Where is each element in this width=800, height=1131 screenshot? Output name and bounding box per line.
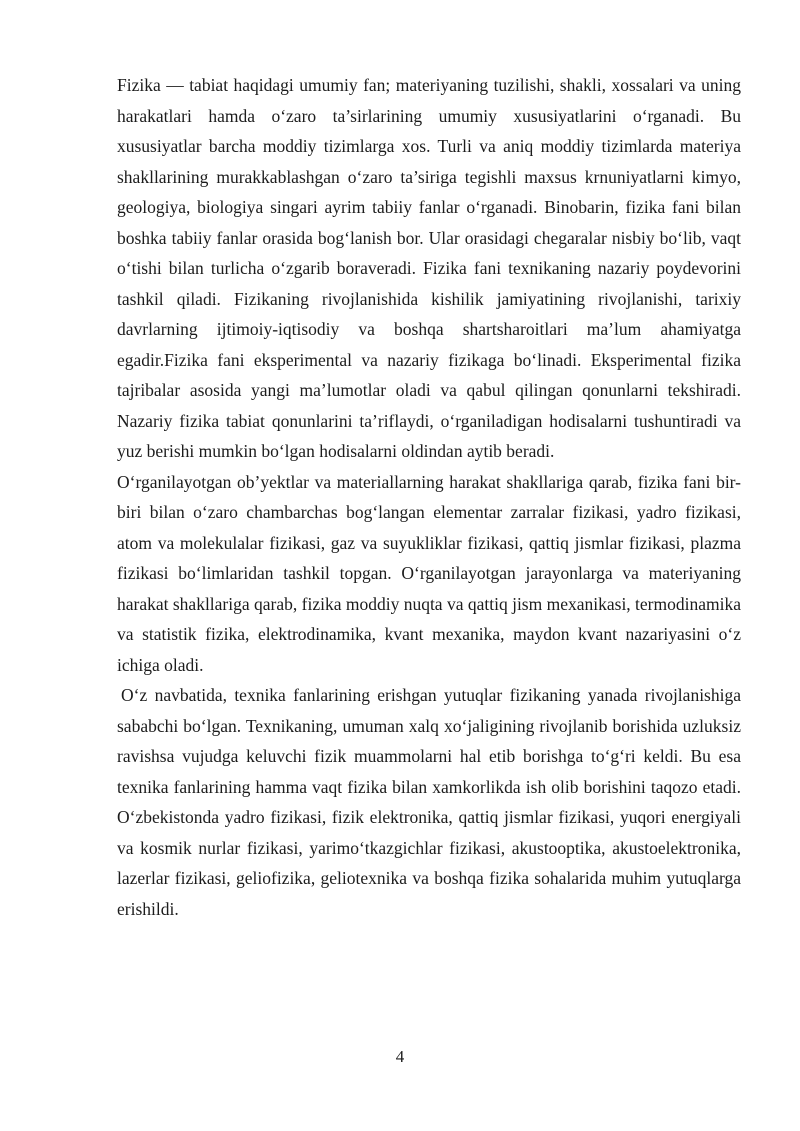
paragraph-physics-definition: Fizika — tabiat haqidagi umumiy fan; materiyaning tuzilishi, shakli, xossalari va uning harakatlari hamda o‘zaro ta’sirlarining umumiy xususiyatlarini o‘rganadi. Bu xususiyatlar barcha moddiy tizimlarga xos. Turli va aniq moddiy tizimlarda materiya shakllarining murakkablashgan o‘zaro ta’siriga tegishli maxsus krnuniyatlarni kimyo, geologiya, biologiya singari ayrim tabiiy fanlar o‘rganadi. Binobarin, fizika fani bilan boshka tabiiy fanlar orasida bog‘lanish bor. Ular orasidagi chegaralar nisbiy bo‘lib, vaqt o‘tishi bilan turlicha o‘zgarib boraveradi. Fizika fani texnikaning nazariy poydevorini tashkil qiladi. Fizikaning rivojlanishida kishilik jamiyatining rivojlanishi, tarixiy davrlarning ijtimoiy-iqtisodiy va boshqa shartsharoitlari ma’lum ahamiyatga egadir.Fizika fani eksperimental va nazariy fizikaga bo‘linadi. Eksperimental fizika tajribalar asosida yangi ma’lumotlar oladi va qabul qilingan qonunlarni tekshiradi. Nazariy fizika tabiat qonunlarini ta’riflaydi, o‘rganiladigan hodisalarni tushuntiradi va yuz berishi mumkin bo‘lgan hodisalarni oldindan aytib beradi. (117, 75, 741, 461)
paragraph-physics-branches: O‘rganilayotgan ob’yektlar va materiallarning harakat shakllariga qarab, fizika fani bir-biri bilan o‘zaro chambarchas bog‘langan elementar zarralar fizikasi, yadro fizikasi, atom va molekulalar fizikasi, gaz va suyukliklar fizikasi, qattiq jismlar fizikasi, plazma fizikasi bo‘limlaridan tashkil topgan. O‘rganilayotgan jarayonlarga va materiyaning harakat shakllariga qarab, fizika moddiy nuqta va qattiq jism mexanikasi, termodinamika va statistik fizika, elektrodinamika, kvant mexanika, maydon kvant nazariyasini o‘z ichiga oladi. (117, 471, 741, 675)
paragraph-physics-technology: O‘z navbatida, texnika fanlarining erishgan yutuqlar fizikaning yanada rivojlanishiga sababchi bo‘lgan. Texnikaning, umuman xalq xo‘jaligining rivojlanib borishida uzluksiz ravishsa vujudga keluvchi fizik muammolarni hal etib borishga to‘g‘ri keldi. Bu esa texnika fanlarining hamma vaqt fizika bilan xamkorlikda ish olib borishini taqozo etadi. O‘zbekistonda yadro fizikasi, fizik elektronika, qattiq jismlar fizikasi, yuqori energiyali va kosmik nurlar fizikasi, yarimo‘tkazgichlar fizikasi, akustooptika, akustoelektronika, lazerlar fizikasi, geliofizika, geliotexnika va boshqa fizika sohalarida muhim yutuqlarga erishildi. (117, 685, 741, 919)
body-text (117, 70, 741, 924)
page-number: 4 (395, 1047, 405, 1066)
